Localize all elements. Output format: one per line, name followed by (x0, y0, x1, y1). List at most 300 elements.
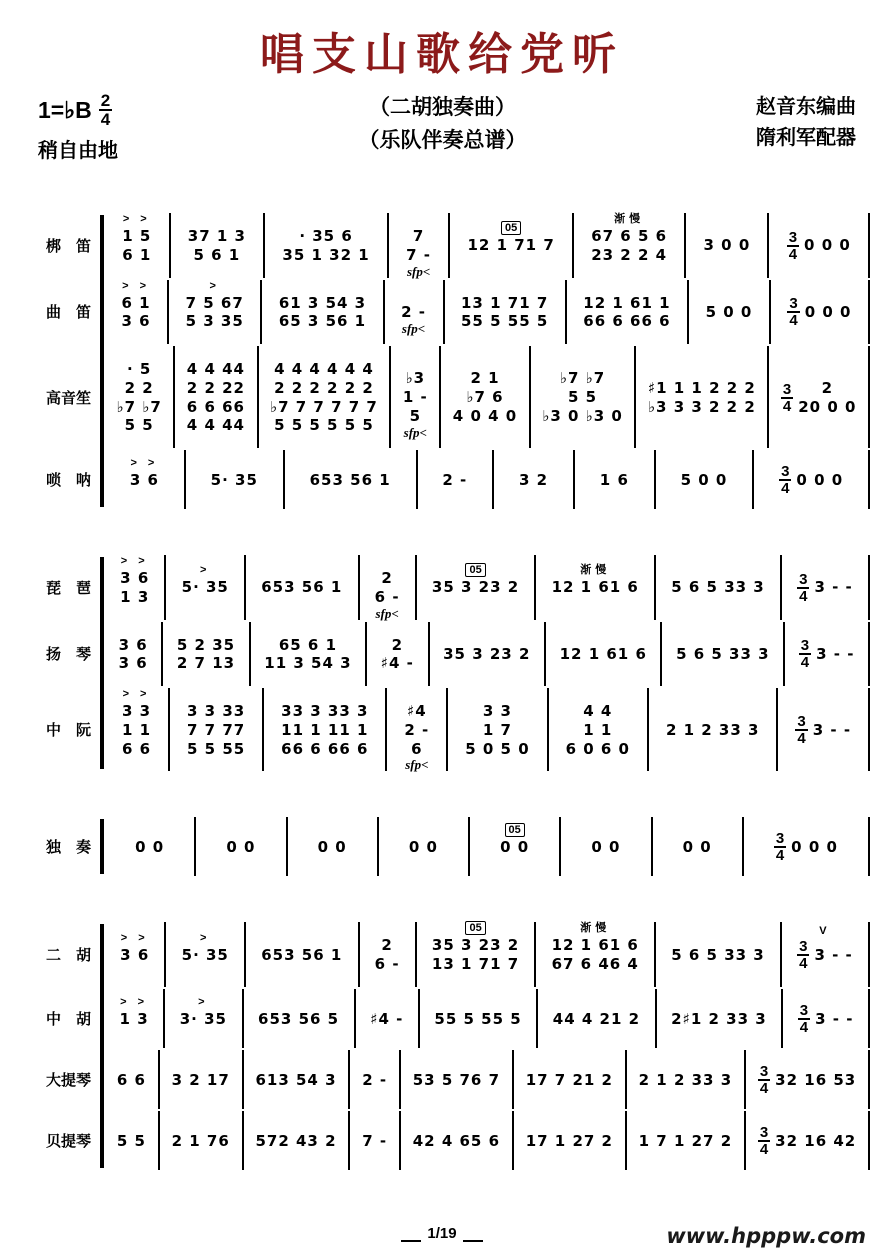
rehearsal-mark (453, 222, 569, 236)
voices (117, 1071, 146, 1090)
arranger-credit: 赵音东编曲 (756, 96, 856, 118)
notation-line: ♭3 0 ♭3 0 (542, 406, 623, 425)
measure-body (781, 714, 865, 746)
dynamic-marking (247, 1150, 346, 1163)
notation-line: 12 1 61 6 (559, 644, 647, 663)
articulation-mark (433, 631, 541, 645)
measure-5 (445, 280, 567, 345)
voices (791, 838, 838, 857)
measures-qudi (105, 280, 870, 345)
articulation-mark: > > (122, 688, 151, 701)
dynamic-marking (659, 597, 777, 610)
measure-2 (163, 622, 250, 687)
measure-body (689, 236, 764, 255)
voices (814, 578, 852, 597)
measure-body (451, 702, 543, 758)
measure-2 (166, 922, 246, 987)
notation-line: 653 56 1 (261, 578, 343, 597)
notation-line: 7 7 77 (187, 720, 246, 739)
meter-denominator: 4 (797, 730, 806, 748)
notation-line: 32 16 53 (775, 1070, 857, 1089)
dynamic-marking (444, 426, 525, 439)
notation-line: 3 6 (118, 635, 148, 654)
measure-3 (288, 817, 379, 876)
measure-5 (420, 989, 538, 1048)
measure-6 (546, 622, 662, 687)
voices (119, 636, 148, 674)
measure-4 (356, 989, 420, 1048)
voices (318, 838, 347, 857)
notation-line: ♭7 6 (466, 388, 504, 407)
articulation-mark (665, 631, 780, 645)
voices (815, 1010, 853, 1029)
articulation-mark (444, 355, 525, 369)
articulation-mark (359, 996, 415, 1010)
notation-line: 3 6 (129, 470, 159, 489)
voices (600, 471, 629, 490)
part-label-zhongruan: 中 阮 (45, 722, 91, 740)
notation-line: 2 1 76 (171, 1131, 230, 1150)
meter-denominator: 4 (782, 397, 792, 415)
voices (182, 578, 229, 597)
measure-body (108, 946, 161, 965)
dynamic-marking (749, 1157, 865, 1170)
voices (172, 1132, 230, 1151)
part-row-datiqin (14, 1050, 870, 1109)
measure-body (517, 1132, 622, 1151)
notation-line: 6 - (374, 955, 400, 974)
notation-line: 2 2 2 2 2 2 (274, 378, 374, 397)
time-signature-change (781, 382, 793, 414)
part-label-bangdi: 梆 笛 (45, 237, 91, 255)
articulation-mark (692, 289, 766, 303)
notation-line: 0 0 (408, 838, 438, 857)
voices (282, 227, 369, 265)
meter-numerator: 2 (100, 91, 111, 110)
articulation-mark (394, 355, 436, 369)
meter-denominator: 4 (799, 955, 808, 973)
measure-5 (470, 817, 561, 876)
measure-7 (636, 346, 769, 448)
voices (583, 294, 670, 332)
measure-3 (262, 280, 384, 345)
voices (591, 838, 620, 857)
notation-line: 23 2 2 4 (591, 245, 668, 264)
articulation-mark (570, 280, 684, 294)
system-group-1 (14, 211, 870, 511)
notation-line: 11 1 11 1 (281, 720, 369, 739)
time-signature-change (797, 572, 809, 604)
measure-8 (769, 346, 870, 448)
notation-line: 35 3 23 2 (431, 578, 520, 597)
rehearsal-mark (420, 922, 532, 936)
notation-line: 37 1 3 (187, 227, 246, 246)
voices (187, 702, 245, 758)
dynamic-marking (108, 758, 165, 771)
voices (500, 838, 529, 857)
voices (681, 471, 728, 490)
time-signature-change (774, 831, 786, 863)
measure-body (108, 294, 164, 332)
measure-body (785, 939, 865, 971)
dynamic-marking (517, 1150, 622, 1163)
dynamic-marking (108, 965, 161, 978)
articulation-mark: 渐慢 (580, 922, 611, 935)
measure-body (163, 1071, 239, 1090)
measure-3 (244, 989, 356, 1048)
measure-body (108, 1010, 160, 1029)
notation-line: 3 6 (120, 569, 150, 588)
measure-4 (367, 622, 429, 687)
dynamic-marking (692, 322, 766, 335)
part-label-zhonghu: 中 胡 (45, 1010, 91, 1028)
articulation-mark (254, 622, 362, 636)
notation-line: 2 1 (470, 369, 500, 388)
meter-numerator: 3 (775, 830, 785, 848)
dynamic-marking (785, 971, 865, 984)
voices (704, 236, 751, 255)
voices (639, 1132, 733, 1151)
articulation-mark (660, 996, 779, 1010)
dynamic-marking (451, 758, 543, 771)
notation-line: 0 0 (226, 838, 256, 857)
dynamic-marking (785, 604, 865, 617)
measure-2 (175, 346, 258, 448)
articulation-mark (749, 1111, 865, 1125)
notation-line: 17 7 21 2 (525, 1070, 613, 1089)
part-row-erhu (14, 922, 870, 987)
part-row-suona (14, 450, 870, 509)
notation-line: 5 6 5 33 3 (671, 578, 765, 597)
measure-body (390, 702, 443, 758)
dynamic-marking (772, 416, 865, 429)
notation-line: 5 6 1 (193, 245, 241, 264)
dynamic-marking (108, 607, 161, 620)
voices (117, 1132, 146, 1151)
meter-denominator: 4 (789, 312, 798, 330)
measure-body (539, 578, 651, 597)
notation-line: 2 - (401, 302, 426, 321)
measure-8 (744, 817, 870, 876)
measure-3 (246, 922, 359, 987)
dynamic-marking (639, 416, 764, 429)
measure-body (108, 569, 161, 607)
rehearsal-mark (420, 564, 532, 578)
articulation-mark (630, 1118, 741, 1132)
notation-line: 42 4 65 6 (412, 1131, 501, 1150)
measure-8 (754, 450, 870, 509)
meter-numerator: 3 (782, 380, 792, 398)
notation-line: 4 4 (583, 702, 613, 721)
voices (279, 294, 366, 332)
measure-body (267, 702, 382, 758)
voices (813, 721, 851, 740)
notation-line: 53 5 76 7 (412, 1070, 501, 1089)
credits-block (656, 92, 870, 154)
voices (816, 645, 854, 664)
voices (182, 946, 229, 965)
dynamic-marking (249, 965, 354, 978)
dynamic-marking (541, 1028, 651, 1041)
measure-body (247, 1132, 346, 1151)
articulation-mark: > (209, 279, 220, 292)
notation-line: 6 6 66 (186, 397, 245, 416)
dynamic-marking (169, 597, 241, 610)
notation-line: 653 56 1 (261, 945, 343, 964)
measure-body (370, 636, 424, 674)
dynamic-marking (166, 673, 245, 686)
measure-1 (105, 213, 171, 278)
voices (542, 369, 623, 425)
voices (255, 1071, 336, 1090)
measure-2 (171, 213, 266, 278)
dynamic-marking (247, 1028, 351, 1041)
measure-5 (441, 346, 530, 448)
voices (177, 636, 235, 674)
notation-line: 5 5 5 5 5 5 (274, 416, 374, 435)
dynamic-marking (757, 496, 865, 509)
notation-line: 66 6 66 6 (583, 312, 671, 331)
dynamic-marking (420, 597, 532, 610)
notation-line: 1 3 (120, 587, 150, 606)
subtitle-2: （乐队伴奏总谱） (358, 128, 527, 152)
measure-7 (653, 817, 744, 876)
dynamic-marking (254, 673, 362, 686)
notation-line: 2 7 13 (176, 654, 236, 673)
articulation-mark (353, 1057, 396, 1071)
dynamic-marking: sfp< (401, 320, 426, 336)
measure-3 (265, 213, 389, 278)
dynamic-marking (108, 489, 181, 502)
measure-1 (105, 688, 170, 771)
voices (432, 936, 519, 974)
notation-line: 3 0 0 (703, 236, 751, 255)
notation-line: 3 - - (816, 644, 855, 663)
meter-numerator: 3 (759, 1062, 769, 1080)
measure-body (786, 1003, 865, 1035)
dynamic-marking (108, 1089, 155, 1102)
notation-line: 5 3 35 (185, 312, 244, 331)
notation-line: 0 0 (500, 838, 530, 857)
voices (804, 236, 851, 255)
measure-body (788, 638, 865, 670)
measure-8 (746, 1050, 870, 1109)
notation-line: 3 3 (121, 702, 152, 721)
notation-line: 0 0 (317, 838, 347, 857)
measure-1 (105, 817, 196, 876)
measure-body (774, 296, 865, 328)
dynamic-marking (630, 1089, 741, 1102)
measures-suona (105, 450, 870, 509)
notation-line: ♭7 7 7 7 7 7 (270, 397, 378, 416)
notation-line: 12 1 71 7 (467, 236, 555, 255)
measure-4 (391, 346, 441, 448)
measure-body (359, 1010, 415, 1029)
meter-numerator: 3 (781, 463, 790, 481)
articulation-mark (421, 457, 490, 471)
articulation-mark (659, 457, 749, 471)
measure-body (173, 702, 259, 758)
notation-line: 3 3 33 (187, 702, 246, 721)
part-label-datiqin: 大提琴 (45, 1071, 91, 1089)
dynamic-marking (382, 857, 465, 870)
notation-line: 5 5 (567, 388, 598, 407)
measure-4 (379, 817, 470, 876)
measure-5 (401, 1050, 514, 1109)
measure-body (168, 1010, 238, 1029)
measure-7 (686, 213, 769, 278)
voices (639, 1071, 733, 1090)
measures-erhu (105, 922, 870, 987)
notation-line: 55 5 55 5 (461, 312, 549, 331)
measure-1 (105, 1050, 160, 1109)
articulation-mark (564, 824, 647, 838)
measure-body (268, 227, 384, 265)
notation-line: 11 3 54 3 (264, 654, 352, 673)
measure-body (659, 946, 777, 965)
notation-line: 5 5 (124, 416, 154, 435)
voices (552, 578, 639, 597)
part-row-duzou (14, 817, 870, 876)
meter-denominator: 4 (759, 1079, 769, 1097)
measure-4 (350, 1111, 401, 1170)
notation-line: 66 6 66 6 (281, 739, 369, 758)
notation-line: 67 6 46 4 (551, 955, 639, 974)
articulation-mark (785, 558, 865, 572)
notation-line: 12 1 61 1 (583, 293, 671, 312)
notation-line: 12 1 61 6 (551, 936, 639, 955)
notation-line: 0 0 0 (796, 470, 844, 489)
notation-line: 6 - (374, 587, 400, 606)
voices (404, 702, 429, 758)
articulation-mark (781, 700, 865, 714)
articulation-mark (404, 1118, 509, 1132)
notation-line: ♭7 ♭7 (116, 397, 162, 416)
measure-8 (771, 280, 870, 345)
notation-line: 1 - (402, 388, 428, 407)
articulation-mark (353, 1118, 396, 1132)
articulation-mark (652, 707, 773, 721)
voices (461, 294, 548, 332)
notation-line: 1 1 (121, 720, 152, 739)
articulation-mark (747, 817, 865, 831)
articulation-mark (749, 1050, 865, 1064)
dynamic-marking (433, 664, 541, 677)
measure-1 (105, 989, 165, 1048)
dynamic-marking (517, 1089, 622, 1102)
dynamic-marking (262, 435, 387, 448)
dynamic-marking (788, 670, 865, 683)
part-label-erhu: 二 胡 (45, 947, 91, 965)
measure-body (108, 1071, 155, 1090)
articulation-mark (656, 824, 739, 838)
articulation-mark (178, 346, 253, 360)
measure-8 (746, 1111, 870, 1170)
dynamic-marking (665, 664, 780, 677)
articulation-mark (262, 346, 387, 360)
articulation-mark (108, 622, 158, 636)
dynamic-marking (108, 265, 166, 278)
dynamic-marking (772, 262, 865, 275)
measure-body (288, 471, 413, 490)
voices (187, 360, 245, 435)
measure-8 (782, 922, 870, 987)
measure-1 (105, 450, 186, 509)
measure-body (433, 645, 541, 664)
meter-numerator: 3 (799, 938, 808, 956)
notation-line: 1 1 (583, 720, 613, 739)
voices (370, 1010, 403, 1029)
notation-line: 5· 35 (210, 470, 258, 489)
measure-8 (778, 688, 870, 771)
notation-line: 17 1 27 2 (525, 1131, 613, 1150)
measure-body (420, 578, 532, 597)
voices (706, 303, 753, 322)
dynamic-marking (265, 331, 379, 344)
articulation-mark (265, 280, 379, 294)
measure-body (453, 236, 569, 255)
meter-numerator: 3 (799, 1001, 809, 1019)
measure-5 (448, 688, 548, 771)
measure-6 (575, 450, 656, 509)
voices (122, 227, 151, 265)
articulation-mark (174, 213, 261, 227)
articulation-mark: > (200, 931, 211, 944)
measure-body (169, 578, 241, 597)
notation-line: 5 5 (116, 1131, 146, 1150)
voices (406, 227, 431, 265)
notation-line: 3 6 (121, 312, 151, 331)
dynamic-marking (659, 489, 749, 502)
measure-body (291, 838, 374, 857)
notation-line: 2 - (442, 470, 468, 489)
articulation-mark (390, 688, 443, 702)
notation-line: 3 2 17 (171, 1070, 230, 1089)
voices (676, 645, 770, 664)
part-label-suona: 唢 呐 (45, 472, 91, 490)
articulation-mark: > > (122, 279, 150, 292)
dynamic-marking (423, 1028, 533, 1041)
measure-5 (417, 922, 537, 987)
articulation-mark (363, 922, 412, 936)
notation-line: ♭3 3 3 2 2 2 (647, 397, 756, 416)
measure-1 (105, 1111, 160, 1170)
dynamic-marking (172, 331, 257, 344)
measure-body (166, 636, 245, 674)
notation-line: ♯4 - (380, 654, 414, 673)
dynamic-marking (168, 1028, 238, 1041)
dynamic-marking (173, 758, 259, 771)
voices (270, 360, 378, 435)
voices (362, 1071, 387, 1090)
measure-6 (514, 1111, 627, 1170)
articulation-mark (404, 1057, 509, 1071)
measures-pipa (105, 555, 870, 620)
voices (526, 1132, 613, 1151)
dynamic-marking (108, 673, 158, 686)
measure-body (630, 1132, 741, 1151)
time-signature-change (779, 464, 791, 496)
meter-denominator: 4 (100, 110, 111, 129)
voices (553, 1010, 640, 1029)
dynamic-marking (108, 1150, 155, 1163)
measure-body (363, 569, 412, 607)
voices (434, 1010, 521, 1029)
measure-6 (549, 688, 649, 771)
measure-7 (657, 989, 784, 1048)
measure-body (108, 471, 181, 490)
part-label-beitiqin: 贝提琴 (45, 1132, 91, 1150)
